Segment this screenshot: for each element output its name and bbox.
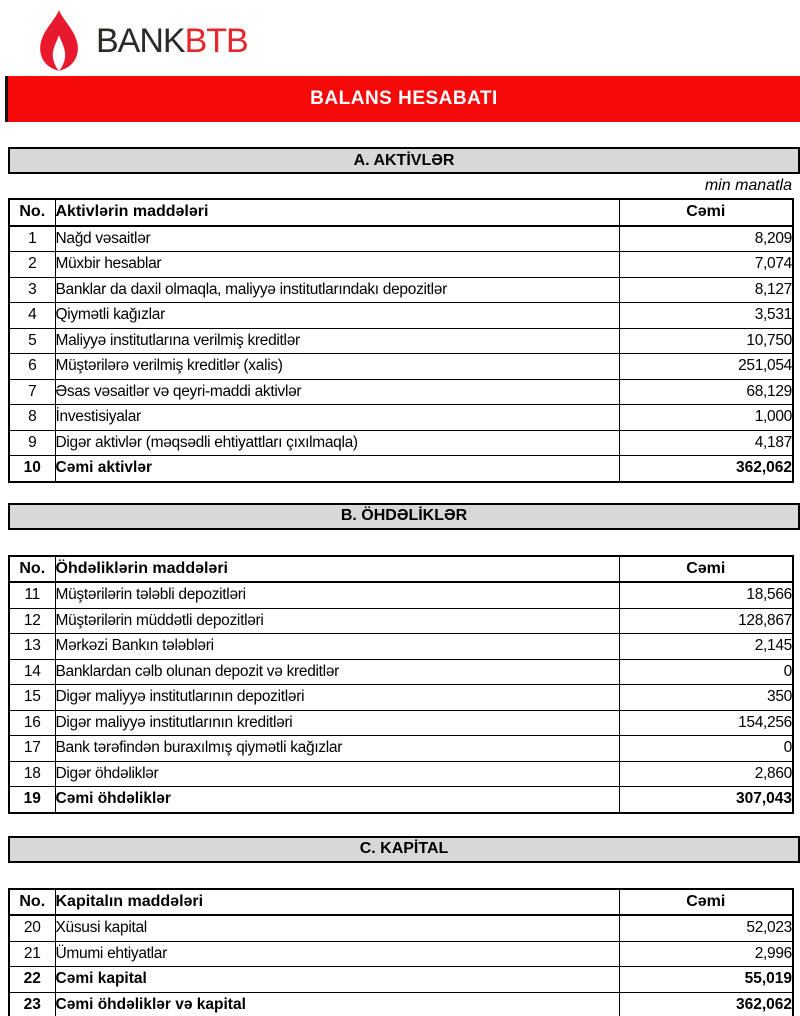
logo-btb-word: BTB — [184, 21, 248, 60]
table-row — [9, 277, 793, 303]
column-header-item: Aktivlərin maddələri — [55, 199, 619, 226]
section-capital — [0, 836, 800, 1016]
capital-table — [8, 888, 794, 1016]
table-row — [9, 430, 793, 456]
report-title: BALANS HESABATI — [310, 88, 498, 109]
row-number: 20 — [9, 915, 55, 941]
unit-note: min manatla — [704, 177, 792, 194]
row-item-label: Müştərilərin müddətli depozitləri — [55, 608, 619, 634]
section-capital-title: C. KAPİTAL — [359, 840, 449, 857]
section-liabilities — [0, 503, 800, 814]
section-assets-header — [8, 147, 800, 174]
row-value: 8,127 — [619, 277, 793, 303]
row-value: 0 — [619, 736, 793, 762]
row-number: 8 — [9, 405, 55, 431]
liabilities-table — [8, 555, 794, 814]
row-value: 4,187 — [619, 430, 793, 456]
row-value: 52,023 — [619, 915, 793, 941]
row-item-label: İnvestisiyalar — [55, 405, 619, 431]
row-item-label: Mərkəzi Bankın tələbləri — [55, 634, 619, 660]
row-value: 2,145 — [619, 634, 793, 660]
row-item-label: Digər öhdəliklər — [55, 761, 619, 787]
row-item-label: Digər aktivlər (məqsədli ehtiyattları çıxılmaqla) — [55, 430, 619, 456]
row-value: 362,062 — [619, 456, 793, 482]
table-row — [9, 761, 793, 787]
row-number: 16 — [9, 710, 55, 736]
row-value: 350 — [619, 685, 793, 711]
row-number: 18 — [9, 761, 55, 787]
row-number: 17 — [9, 736, 55, 762]
row-value: 7,074 — [619, 252, 793, 278]
column-header-total: Cəmi — [619, 889, 793, 916]
row-value: 0 — [619, 659, 793, 685]
row-value: 251,054 — [619, 354, 793, 380]
row-number: 13 — [9, 634, 55, 660]
assets-table-header-row — [9, 199, 793, 226]
column-header-total: Cəmi — [619, 199, 793, 226]
table-row — [9, 736, 793, 762]
row-number: 2 — [9, 252, 55, 278]
row-item-label: Cəmi kapital — [55, 967, 619, 993]
report-title-banner — [5, 76, 800, 122]
row-number: 7 — [9, 379, 55, 405]
section-liabilities-header — [8, 503, 800, 530]
table-row — [9, 992, 793, 1016]
section-capital-header — [8, 836, 800, 863]
row-item-label: Müştərilərin tələbli depozitləri — [55, 582, 619, 608]
row-item-label: Cəmi aktivlər — [55, 456, 619, 482]
table-row — [9, 379, 793, 405]
section-assets — [0, 147, 800, 483]
row-number: 14 — [9, 659, 55, 685]
table-row — [9, 634, 793, 660]
row-number: 15 — [9, 685, 55, 711]
row-item-label: Bank tərəfindən buraxılmış qiymətli kağızlar — [55, 736, 619, 762]
table-row — [9, 226, 793, 252]
liabilities-table-header-row — [9, 556, 793, 583]
column-header-total: Cəmi — [619, 556, 793, 583]
row-number: 11 — [9, 582, 55, 608]
column-header-item: Kapitalın maddələri — [55, 889, 619, 916]
row-value: 362,062 — [619, 992, 793, 1016]
row-item-label: Maliyyə institutlarına verilmiş kreditlər — [55, 328, 619, 354]
row-number: 22 — [9, 967, 55, 993]
table-row — [9, 354, 793, 380]
row-item-label: Digər maliyyə institutlarının kreditləri — [55, 710, 619, 736]
row-item-label: Banklar da daxil olmaqla, maliyyə institutlarındakı depozitlər — [55, 277, 619, 303]
table-row — [9, 659, 793, 685]
row-number: 12 — [9, 608, 55, 634]
row-item-label: Xüsusi kapital — [55, 915, 619, 941]
row-number: 10 — [9, 456, 55, 482]
row-value: 307,043 — [619, 787, 793, 813]
table-row — [9, 685, 793, 711]
spacer — [0, 863, 800, 888]
table-row — [9, 456, 793, 482]
bank-logo — [0, 0, 800, 74]
row-value: 2,860 — [619, 761, 793, 787]
row-value: 8,209 — [619, 226, 793, 252]
column-header-no: No. — [9, 199, 55, 226]
row-number: 21 — [9, 941, 55, 967]
column-header-no: No. — [9, 556, 55, 583]
table-row — [9, 915, 793, 941]
column-header-item: Öhdəliklərin maddələri — [55, 556, 619, 583]
row-item-label: Müxbir hesablar — [55, 252, 619, 278]
section-assets-title: A. AKTİVLƏR — [353, 151, 455, 169]
table-row — [9, 941, 793, 967]
table-row — [9, 328, 793, 354]
row-value: 154,256 — [619, 710, 793, 736]
row-item-label: Cəmi öhdəliklər və kapital — [55, 992, 619, 1016]
table-row — [9, 303, 793, 329]
row-item-label: Cəmi öhdəliklər — [55, 787, 619, 813]
section-liabilities-title: B. ÖHDƏLİKLƏR — [340, 507, 468, 524]
row-number: 5 — [9, 328, 55, 354]
row-value: 1,000 — [619, 405, 793, 431]
spacer — [0, 530, 800, 555]
row-item-label: Müştərilərə verilmiş kreditlər (xalis) — [55, 354, 619, 380]
row-number: 19 — [9, 787, 55, 813]
row-item-label: Banklardan cəlb olunan depozit və kreditlər — [55, 659, 619, 685]
row-value: 10,750 — [619, 328, 793, 354]
row-item-label: Əsas vəsaitlər və qeyri-maddi aktivlər — [55, 379, 619, 405]
row-item-label: Nağd vəsaitlər — [55, 226, 619, 252]
row-number: 23 — [9, 992, 55, 1016]
table-row — [9, 582, 793, 608]
bank-logo-text — [96, 22, 248, 61]
table-row — [9, 252, 793, 278]
table-row — [9, 967, 793, 993]
flame-icon — [34, 10, 84, 72]
row-number: 4 — [9, 303, 55, 329]
row-number: 1 — [9, 226, 55, 252]
row-value: 2,996 — [619, 941, 793, 967]
table-row — [9, 405, 793, 431]
table-row — [9, 710, 793, 736]
logo-bank-word: BANK — [96, 21, 185, 60]
row-value: 3,531 — [619, 303, 793, 329]
row-item-label: Ümumi ehtiyatlar — [55, 941, 619, 967]
table-row — [9, 608, 793, 634]
row-number: 6 — [9, 354, 55, 380]
row-value: 18,566 — [619, 582, 793, 608]
row-number: 3 — [9, 277, 55, 303]
row-number: 9 — [9, 430, 55, 456]
row-item-label: Qiymətli kağızlar — [55, 303, 619, 329]
row-value: 55,019 — [619, 967, 793, 993]
row-value: 128,867 — [619, 608, 793, 634]
column-header-no: No. — [9, 889, 55, 916]
capital-table-header-row — [9, 889, 793, 916]
assets-table — [8, 198, 794, 483]
row-value: 68,129 — [619, 379, 793, 405]
table-row — [9, 787, 793, 813]
row-item-label: Digər maliyyə institutlarının depozitləri — [55, 685, 619, 711]
